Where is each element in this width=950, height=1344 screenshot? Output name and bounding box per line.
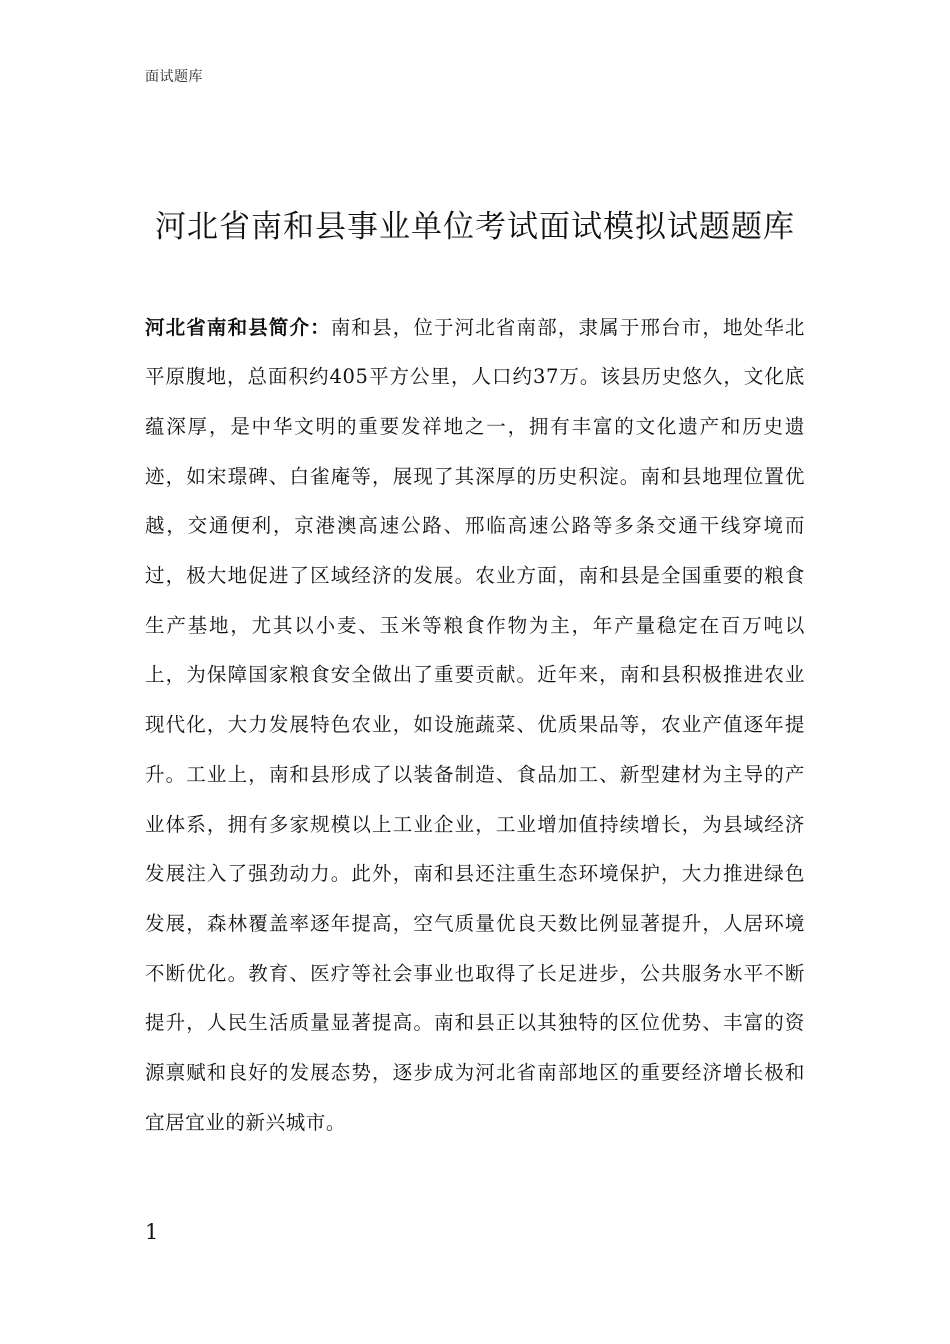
document-title: 河北省南和县事业单位考试面试模拟试题题库 (155, 208, 795, 245)
page-number: 1 (145, 1220, 159, 1244)
intro-label: 河北省南和县简介： (145, 315, 331, 339)
page-header: 面试题库 (145, 69, 203, 85)
intro-text: 南和县，位于河北省南部，隶属于邢台市，地处华北平原腹地，总面积约405平方公里，人口约37万。该县历史悠久，文化底蕴深厚，是中华文明的重要发祥地之一，拥有丰富的文化遗产和历史遗迹，如宋璟碑、白雀庵等，展现了其深厚的历史积淀。南和县地理位置优越，交通便利，京港澳高速公路、邢临高速公路等多条交通干线穿境而过，极大地促进了区域经济的发展。农业方面，南和县是全国重要的粮食生产基地，尤其以小麦、玉米等粮食作物为主，年产量稳定在百万吨以上，为保障国家粮食安全做出了重要贡献。近年来，南和县积极推进农业现代化，大力发展特色农业，如设施蔬菜、优质果品等，农业产值逐年提升。工业上，南和县形成了以装备制造、食品加工、新型建材为主导的产业体系，拥有多家规模以上工业企业，工业增加值持续增长，为县域经济发展注入了强劲动力。此外，南和县还注重生态环境保护，大力推进绿色发展，森林覆盖率逐年提高，空气质量优良天数比例显著提升，人居环境不断优化。教育、医疗等社会事业也取得了长足进步，公共服务水平不断提升，人民生活质量显著提高。南和县正以其独特的区位优势、丰富的资源禀赋和良好的发展态势，逐步成为河北省南部地区的重要经济增长极和宜居宜业的新兴城市。 (145, 315, 805, 1134)
intro-paragraph (145, 303, 805, 1148)
